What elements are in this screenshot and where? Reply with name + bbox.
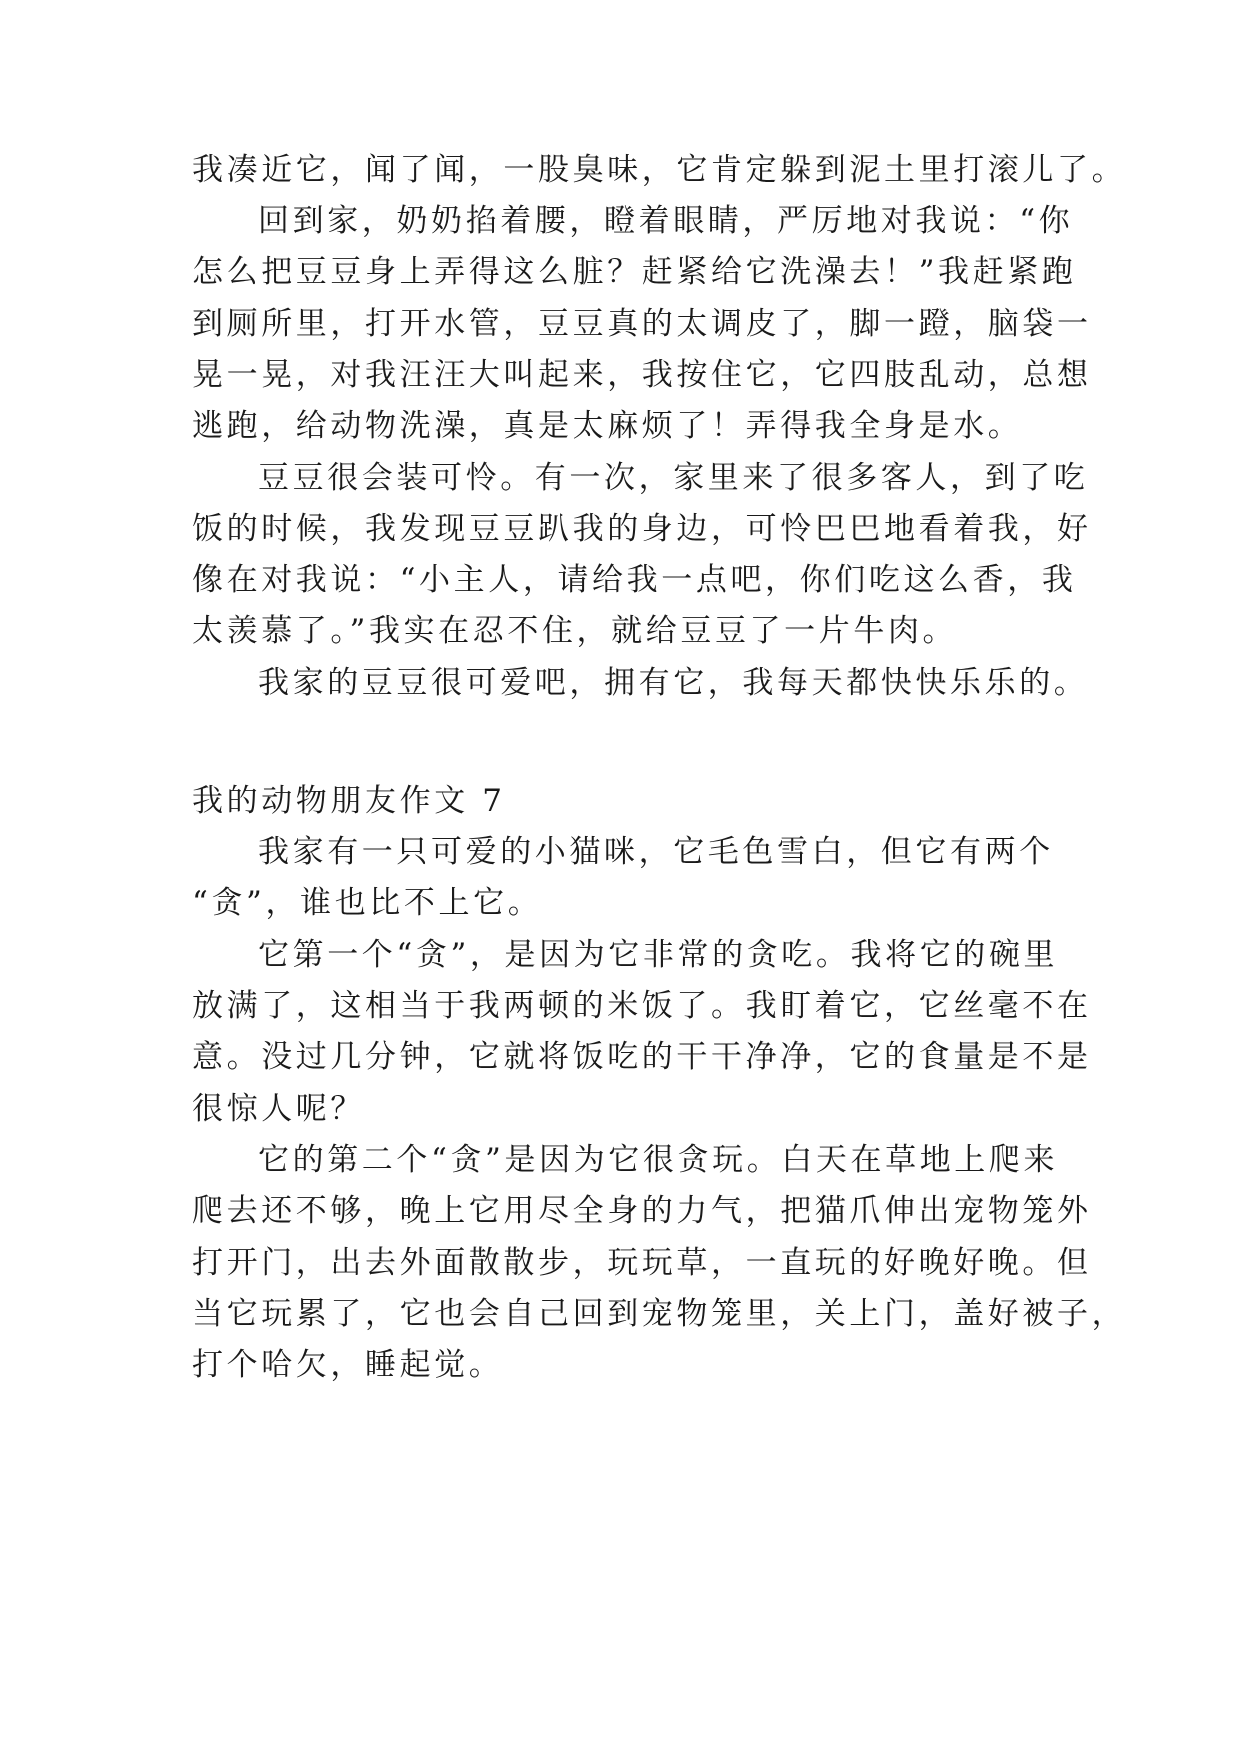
paragraph-line: 它第一个“贪”，是因为它非常的贪吃。我将它的碗里 xyxy=(258,937,1059,973)
paragraph-line: 太羡慕了。”我实在忍不住，就给豆豆了一片牛肉。 xyxy=(192,613,958,649)
paragraph-line: 逃跑，给动物洗澡，真是太麻烦了！弄得我全身是水。 xyxy=(192,408,1023,444)
paragraph-line: 我家的豆豆很可爱吧，拥有它，我每天都快快乐乐的。 xyxy=(258,665,1089,701)
paragraph-line: 打开门，出去外面散散步，玩玩草，一直玩的好晚好晚。但 xyxy=(192,1245,1092,1281)
section-heading: 我的动物朋友作文 7 xyxy=(192,783,506,819)
paragraph-line: 放满了，这相当于我两顿的米饭了。我盯着它，它丝毫不在 xyxy=(192,988,1092,1024)
paragraph-line: 打个哈欠，睡起觉。 xyxy=(192,1347,504,1383)
paragraph-line: 豆豆很会装可怜。有一次，家里来了很多客人，到了吃 xyxy=(258,460,1089,496)
paragraph-line: 晃一晃，对我汪汪大叫起来，我按住它，它四肢乱动，总想 xyxy=(192,357,1092,393)
paragraph-line: 饭的时候，我发现豆豆趴我的身边，可怜巴巴地看着我，好 xyxy=(192,511,1092,547)
paragraph-line: 像在对我说：“小主人，请给我一点吧，你们吃这么香，我 xyxy=(192,562,1077,598)
paragraph-line: 它的第二个“贪”是因为它很贪玩。白天在草地上爬来 xyxy=(258,1142,1059,1178)
paragraph-line: 回到家，奶奶掐着腰，瞪着眼睛，严厉地对我说：“你 xyxy=(258,203,1074,239)
paragraph-line: “贪”，谁也比不上它。 xyxy=(192,885,543,921)
paragraph-line: 当它玩累了，它也会自己回到宠物笼里，关上门，盖好被子， xyxy=(192,1296,1127,1332)
paragraph-line: 我凑近它，闻了闻，一股臭味，它肯定躲到泥土里打滚儿了。 xyxy=(192,152,1127,188)
paragraph-line: 到厕所里，打开水管，豆豆真的太调皮了，脚一蹬，脑袋一 xyxy=(192,306,1092,342)
paragraph-line: 我家有一只可爱的小猫咪，它毛色雪白，但它有两个 xyxy=(258,834,1054,870)
paragraph-line: 很惊人呢？ xyxy=(192,1091,365,1127)
paragraph-line: 怎么把豆豆身上弄得这么脏？赶紧给它洗澡去！”我赶紧跑 xyxy=(192,254,1077,290)
paragraph-line: 爬去还不够，晚上它用尽全身的力气，把猫爪伸出宠物笼外 xyxy=(192,1193,1092,1229)
paragraph-line: 意。没过几分钟，它就将饭吃的干干净净，它的食量是不是 xyxy=(192,1039,1092,1075)
